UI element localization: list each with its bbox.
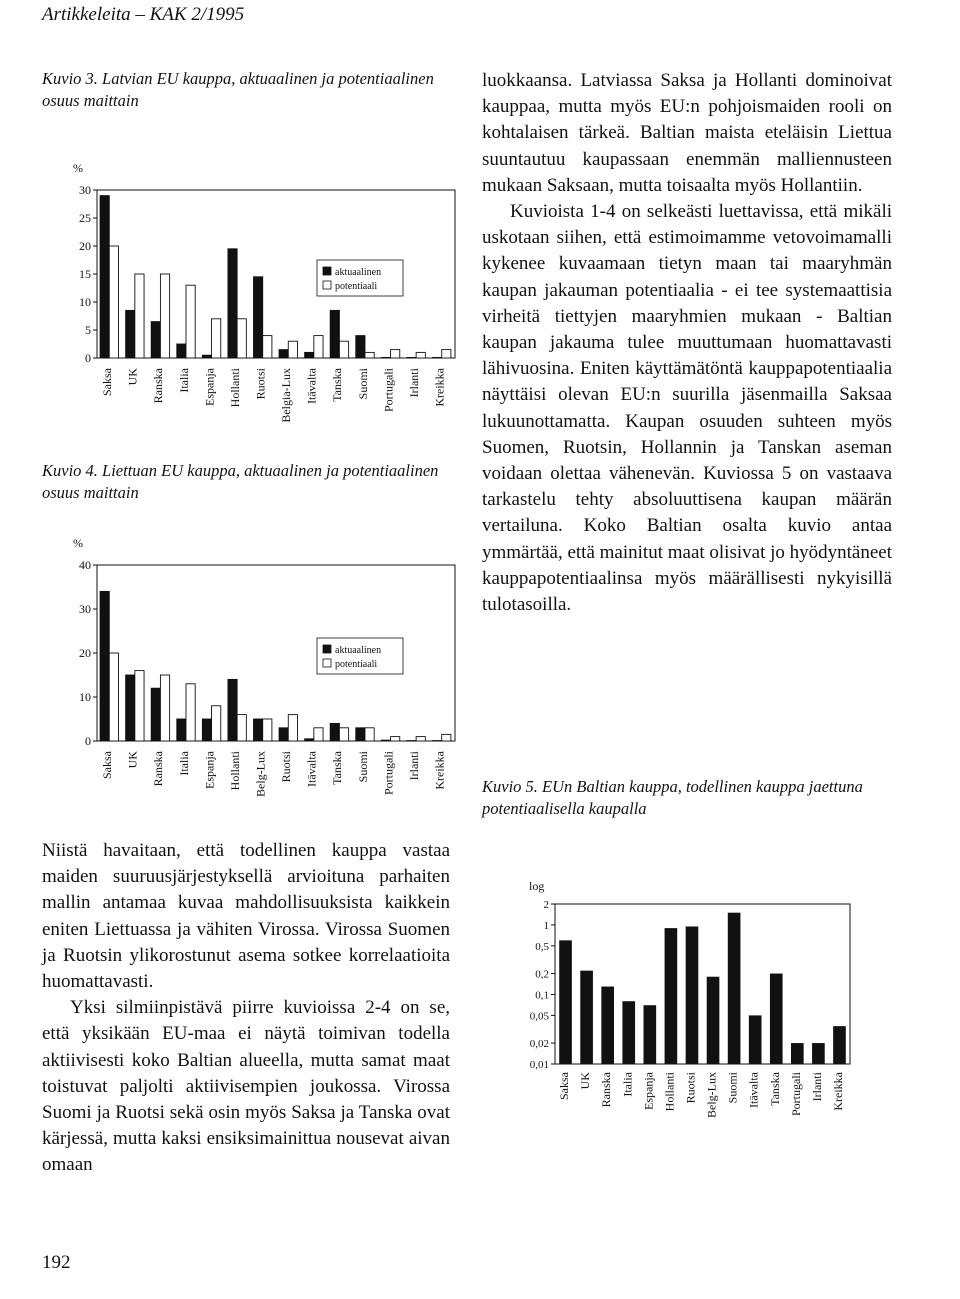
bar: [812, 1043, 825, 1064]
bar: [580, 971, 593, 1064]
y-tick-label: 20: [79, 239, 91, 253]
x-tick-label: Italia: [620, 1072, 635, 1097]
y-tick-label: 0,01: [529, 1059, 549, 1071]
bar-aktuaalinen: [381, 740, 390, 741]
bar: [728, 913, 741, 1064]
bar-aktuaalinen: [126, 675, 135, 741]
bar-aktuaalinen: [407, 357, 416, 358]
bar: [559, 940, 572, 1064]
bar-potentiaali: [365, 352, 374, 358]
x-tick-label: Suomi: [355, 368, 370, 400]
x-tick-label: Ruotsi: [253, 368, 268, 400]
x-tick-label: Tanska: [330, 368, 345, 402]
x-tick-label: Hollanti: [662, 1072, 677, 1112]
x-tick-label: Itävalta: [304, 368, 319, 404]
left-paragraph-1: Niistä havaitaan, että todellinen kauppa vastaa maiden suuruusjärjestyksellä arvioituna parhaiten mallin antamaa kuvaa mahdollisuuksista kaikkein eniten Liettuassa ja vähiten Virossa. Virossa Suomen ja Ruotsin ylikorostunut asema sotkee korrelaatioita huomattavasti.: [42, 840, 450, 993]
bar-aktuaalinen: [202, 355, 211, 358]
bar: [833, 1026, 846, 1064]
bar: [644, 1005, 657, 1064]
bar: [601, 987, 614, 1064]
legend-label: potentiaali: [335, 281, 378, 292]
x-tick-label: Portugali: [788, 1072, 803, 1116]
x-tick-label: Hollanti: [227, 368, 242, 408]
x-tick-label: Belg-Lux: [704, 1072, 719, 1118]
bar-aktuaalinen: [279, 350, 288, 358]
bar-aktuaalinen: [100, 196, 109, 358]
legend-swatch: [323, 659, 331, 667]
bar-potentiaali: [212, 706, 221, 741]
left-column-text: [42, 838, 450, 1179]
figure-4-caption: Kuvio 4. Liettuan EU kauppa, aktuaalinen ja potentiaalinen osuus maittain: [42, 461, 439, 502]
y-axis-unit-label: %: [73, 161, 83, 175]
y-tick-label: 2: [543, 899, 549, 911]
x-tick-label: Belgia-Lux: [279, 368, 294, 423]
x-tick-label: Ranska: [599, 1072, 614, 1108]
running-header: Artikkeleita – KAK 2/1995: [42, 4, 245, 25]
bar-potentiaali: [160, 675, 169, 741]
x-tick-label: Ranska: [151, 751, 166, 787]
legend-swatch: [323, 267, 331, 275]
right-paragraph-1: luokkaansa. Latviassa Saksa ja Hollanti dominoivat kauppaa, mutta myös EU:n pohjoismaiden rooli on kohtalaisen tärkeä. Baltian maista eteläisin Liettua suuntautuu kaupassaan enemmän malliennusteen mukaan Saksaan, mutta toisaalta myös Hollantiin.: [482, 70, 892, 196]
bar: [791, 1043, 804, 1064]
bar: [622, 1001, 635, 1064]
y-tick-label: 15: [79, 267, 91, 281]
figure-5-chart: [500, 880, 900, 1140]
bar-potentiaali: [237, 715, 246, 741]
x-tick-label: Saksa: [100, 368, 115, 396]
left-paragraph-2: Yksi silmiinpistävä piirre kuvioissa 2-4 on se, että yksikään EU-maa ei näytä toimivan todella aktiivisesti koko Baltian alueella, mutta samat maat toistuvat paljolti aktiivisempien joukossa. Virossa Suomi ja Ruotsi sekä osin myös Saksa ja Tanska ovat kärjessä, mutta kaksi ensiksimainittua nousevat aivan omaan: [42, 997, 450, 1176]
x-tick-label: Italia: [176, 368, 191, 393]
y-tick-label: 0,02: [529, 1038, 549, 1051]
bar-aktuaalinen: [253, 719, 262, 741]
y-tick-label: 5: [85, 323, 91, 337]
x-tick-label: Suomi: [355, 751, 370, 783]
bar-potentiaali: [237, 319, 246, 358]
y-tick-label: 30: [79, 602, 91, 616]
bar-aktuaalinen: [228, 679, 237, 741]
x-tick-label: Italia: [176, 751, 191, 776]
y-axis-unit-label: log: [529, 879, 545, 893]
bar-potentiaali: [314, 336, 323, 358]
bar-aktuaalinen: [356, 728, 365, 741]
x-tick-label: Irlanti: [406, 751, 421, 781]
legend-swatch: [323, 645, 331, 653]
bar: [770, 974, 783, 1064]
x-tick-label: Tanska: [767, 1072, 782, 1106]
bar-potentiaali: [109, 246, 118, 358]
x-tick-label: Saksa: [557, 1072, 572, 1100]
y-tick-label: 25: [79, 211, 91, 225]
bar-aktuaalinen: [279, 728, 288, 741]
y-tick-label: 20: [79, 646, 91, 660]
x-tick-label: Espanja: [202, 368, 217, 406]
legend-swatch: [323, 281, 331, 289]
page-number: 192: [42, 1252, 71, 1273]
bar-potentiaali: [135, 274, 144, 358]
x-tick-label: Irlanti: [809, 1072, 824, 1102]
bar-aktuaalinen: [177, 344, 186, 358]
x-tick-label: Hollanti: [227, 751, 242, 791]
bar-potentiaali: [416, 737, 425, 741]
x-tick-label: Itävalta: [746, 1072, 761, 1108]
bar-aktuaalinen: [151, 688, 160, 741]
x-tick-label: Ruotsi: [279, 751, 294, 783]
x-tick-label: Itävalta: [304, 751, 319, 787]
y-tick-label: 1: [543, 919, 549, 932]
x-tick-label: Saksa: [100, 751, 115, 779]
bar-aktuaalinen: [330, 310, 339, 358]
bar-potentiaali: [263, 719, 272, 741]
x-tick-label: UK: [125, 751, 140, 769]
x-tick-label: Kreikka: [432, 751, 447, 790]
right-paragraph-2: Kuvioista 1-4 on selkeästi luettavissa, että mikäli uskotaan siihen, että estimoimamme vetovoimamalli kykenee kuvaamaan tietyn maan tai maaryhmän kaupan jakauman potentiaalia - ei tee systemaattisia virheitä tiettyjen maaryhmien mukaan - Baltian kaupan jakauma tulee muuttumaan huomattavasti lähivuosina. Eniten käyttämätöntä kauppapotentiaalia näyttäisi olevan EU:n suurilla jäsenmailla Saksaa lukuunottamatta. Kaupan osuuden suhteen myös Suomen, Ruotsin, Hollannin ja Tanskan aseman voidaan olettaa vähenevän. Kuviossa 5 on vastaava tarkastelu tehty absoluuttisena kaupan määrän vertailuna. Koko Baltian osalta kuvio antaa ymmärtää, että mainitut maat olisivat jo hyödyntäneet kauppapotentiaalinsa myös määrällisesti nykyisillä tulotasoilla.: [482, 201, 892, 616]
bar-aktuaalinen: [151, 322, 160, 358]
x-tick-label: Tanska: [330, 751, 345, 785]
figure-5-caption: Kuvio 5. EUn Baltian kauppa, todellinen kauppa jaettuna potentiaalisella kaupalla: [482, 777, 863, 818]
figure-4-chart: [42, 530, 447, 820]
y-tick-label: 0: [85, 351, 91, 365]
x-tick-label: Belg-Lux: [253, 751, 268, 797]
bar-potentiaali: [135, 671, 144, 741]
bar-aktuaalinen: [356, 336, 365, 358]
bar-potentiaali: [109, 653, 118, 741]
y-tick-label: 0,1: [535, 989, 549, 1002]
legend-label: potentiaali: [335, 659, 378, 670]
bar-potentiaali: [263, 336, 272, 358]
bar-aktuaalinen: [100, 591, 109, 741]
bar-potentiaali: [314, 728, 323, 741]
bar: [686, 926, 699, 1064]
figure-3-chart: [42, 161, 447, 440]
bar-potentiaali: [365, 728, 374, 741]
bar-aktuaalinen: [305, 739, 314, 741]
bar-potentiaali: [442, 734, 451, 741]
bar-potentiaali: [339, 728, 348, 741]
bar-potentiaali: [442, 350, 451, 358]
bar-aktuaalinen: [126, 310, 135, 358]
bar-potentiaali: [186, 684, 195, 741]
x-tick-label: Portugali: [381, 751, 396, 795]
bar-potentiaali: [339, 341, 348, 358]
y-tick-label: 0,05: [529, 1010, 549, 1023]
x-tick-label: Kreikka: [830, 1072, 845, 1111]
y-tick-label: 10: [79, 690, 91, 704]
figure-3-caption: Kuvio 3. Latvian EU kauppa, aktuaalinen ja potentiaalinen osuus maittain: [42, 69, 434, 110]
y-axis-unit-label: %: [73, 536, 83, 550]
bar-aktuaalinen: [432, 357, 441, 358]
bar-potentiaali: [160, 274, 169, 358]
x-tick-label: Suomi: [725, 1072, 740, 1104]
bar-aktuaalinen: [202, 719, 211, 741]
x-tick-label: UK: [578, 1072, 593, 1090]
bar: [749, 1015, 762, 1064]
x-tick-label: UK: [125, 368, 140, 386]
legend-label: aktuaalinen: [335, 645, 382, 656]
x-tick-label: Ruotsi: [683, 1072, 698, 1104]
y-tick-label: 10: [79, 295, 91, 309]
plot-frame: [555, 904, 850, 1064]
x-tick-label: Espanja: [641, 1072, 656, 1110]
bar: [707, 977, 720, 1064]
x-tick-label: Irlanti: [406, 368, 421, 398]
bar-aktuaalinen: [253, 277, 262, 358]
y-tick-label: 40: [79, 558, 91, 572]
y-tick-label: 0: [85, 734, 91, 748]
y-tick-label: 0,5: [535, 940, 549, 953]
bar: [665, 928, 678, 1064]
x-tick-label: Portugali: [381, 368, 396, 412]
bar-potentiaali: [288, 715, 297, 741]
bar-aktuaalinen: [305, 352, 314, 358]
right-column-text: [482, 68, 892, 618]
bar-potentiaali: [391, 350, 400, 358]
legend-label: aktuaalinen: [335, 267, 382, 278]
x-tick-label: Espanja: [202, 751, 217, 789]
x-tick-label: Ranska: [151, 368, 166, 404]
bar-potentiaali: [391, 737, 400, 741]
bar-aktuaalinen: [228, 249, 237, 358]
y-tick-label: 30: [79, 183, 91, 197]
bar-potentiaali: [416, 352, 425, 358]
bar-potentiaali: [186, 285, 195, 358]
y-tick-label: 0,2: [535, 968, 549, 981]
bar-aktuaalinen: [177, 719, 186, 741]
bar-aktuaalinen: [381, 357, 390, 358]
x-tick-label: Kreikka: [432, 368, 447, 407]
bar-potentiaali: [212, 319, 221, 358]
bar-potentiaali: [288, 341, 297, 358]
bar-aktuaalinen: [330, 723, 339, 741]
